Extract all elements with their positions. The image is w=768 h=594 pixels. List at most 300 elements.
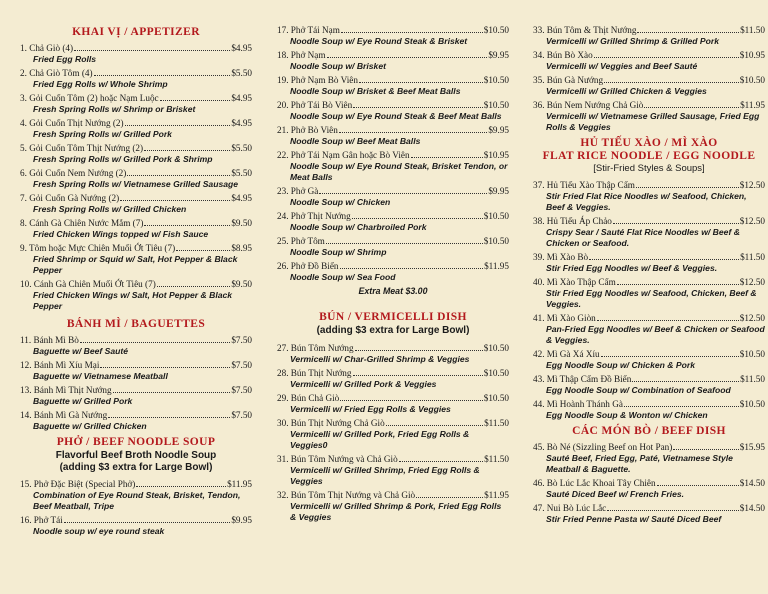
- menu-item-name: 10. Cánh Gà Chiên Muối Ớt Tiêu (7): [20, 279, 156, 289]
- dot-leader: [353, 375, 483, 376]
- column-left: [20, 22, 252, 539]
- menu-item-line: [20, 142, 252, 154]
- dot-leader: [644, 107, 739, 108]
- menu-item: [533, 24, 765, 47]
- menu-item-line: [533, 251, 765, 263]
- menu-item: [533, 312, 765, 346]
- menu-item-price: $4.95: [231, 93, 252, 103]
- menu-item-description: Vermicelli w/ Grilled Shrimp, Fried Egg Rolls & Veggies: [290, 465, 480, 486]
- dot-leader: [74, 50, 230, 51]
- menu-item-name: 4. Gỏi Cuốn Thịt Nướng (2): [20, 118, 124, 128]
- menu-item-name: 32. Bún Tôm Thịt Nướng và Chả Giò: [277, 490, 416, 500]
- menu-item-description: Fresh Spring Rolls w/ Grilled Pork: [33, 129, 172, 139]
- menu-item-description: Pan-Fried Egg Noodles w/ Beef & Chicken or Seafood & Veggies.: [546, 324, 765, 345]
- menu-item-name: 3. Gỏi Cuốn Tôm (2) hoặc Nạm Luộc: [20, 93, 159, 103]
- column-right: [533, 24, 765, 527]
- menu-item-price: $7.50: [231, 335, 252, 345]
- dot-leader: [120, 200, 230, 201]
- menu-item-price: $12.50: [739, 216, 765, 226]
- menu-item-name: 46. Bò Lúc Lắc Khoai Tây Chiên: [533, 478, 656, 488]
- dot-leader: [340, 268, 484, 269]
- menu-item-description: Egg Noodle Soup w/ Chicken & Pork: [546, 360, 695, 370]
- dot-leader: [411, 157, 483, 158]
- menu-item-name: 7. Gỏi Cuốn Gà Nướng (2): [20, 193, 120, 203]
- menu-item-line: [277, 74, 509, 86]
- menu-item-name: 40. Mì Xào Thập Cẩm: [533, 277, 616, 287]
- menu-item-description: Noodle soup w/ eye round steak: [33, 526, 165, 536]
- menu-item: [277, 149, 509, 183]
- menu-item-line: [20, 42, 252, 54]
- dot-leader: [144, 225, 230, 226]
- menu-item-price: $10.50: [483, 393, 509, 403]
- menu-item-description: Noodle Soup w/ Sea Food: [290, 272, 396, 282]
- menu-item-line: [20, 92, 252, 104]
- menu-item-description: Vermicelli w/ Grilled Pork & Veggies: [290, 379, 437, 389]
- menu-item: [20, 359, 252, 382]
- menu-item-price: $10.50: [483, 343, 509, 353]
- menu-item-description: Sauté Diced Beef w/ French Fries.: [546, 489, 685, 499]
- dot-leader: [341, 32, 483, 33]
- dot-leader: [594, 57, 739, 58]
- menu-item-description: Noodle Soup w/ Eye Round Steak & Beef Meat Balls: [290, 111, 502, 121]
- menu-item: [277, 124, 509, 147]
- dot-leader: [673, 449, 738, 450]
- menu-item-line: [277, 24, 509, 36]
- menu-item-price: $4.95: [231, 193, 252, 203]
- menu-item-description: Fresh Spring Rolls w/ Vietnamese Grilled Sausage: [33, 179, 239, 189]
- menu-item-line: [20, 67, 252, 79]
- dot-leader: [617, 284, 739, 285]
- menu-item-name: 9. Tôm hoặc Mực Chiên Muối Ớt Tiêu (7): [20, 243, 176, 253]
- menu-item-description: Vermicelli w/ Veggies and Beef Sauté: [546, 61, 698, 71]
- menu-item-description: Noodle Soup w/ Eye Round Steak, Brisket Tendon, or Meat Balls: [290, 161, 508, 182]
- menu-item-name: 43. Mì Thập Cẩm Đồ Biển: [533, 374, 632, 384]
- menu-item-description: Egg Noodle Soup w/ Combination of Seafood: [546, 385, 731, 395]
- menu-item: [533, 348, 765, 371]
- dot-leader: [657, 485, 739, 486]
- menu-item-description: Noodle Soup w/ Beef Meat Balls: [290, 136, 421, 146]
- menu-item: [277, 489, 509, 523]
- menu-item: [533, 373, 765, 396]
- section-heading-vermicelli: BÚN / VERMICELLI DISH: [319, 311, 467, 323]
- menu-item-name: 13. Bánh Mì Thịt Nướng: [20, 385, 112, 395]
- menu-item: [20, 192, 252, 215]
- menu-item-price: $10.50: [483, 75, 509, 85]
- menu-item: [533, 502, 765, 525]
- menu-item-description: Noodle Soup w/ Shrimp: [290, 247, 387, 257]
- dot-leader: [416, 497, 483, 498]
- menu-item: [277, 210, 509, 233]
- menu-item-description: Stir Fried Egg Noodles w/ Seafood, Chicken, Beef & Veggies.: [546, 288, 757, 309]
- menu-item: [277, 260, 509, 283]
- section-heading-appetizer: KHAI VỊ / APPETIZER: [72, 26, 200, 38]
- menu-item: [533, 441, 765, 475]
- menu-item-line: [277, 99, 509, 111]
- menu-item-price: $10.50: [483, 100, 509, 110]
- dot-leader: [144, 150, 230, 151]
- dot-leader: [160, 100, 231, 101]
- dot-leader: [127, 175, 230, 176]
- menu-item-price: $11.50: [484, 418, 509, 428]
- section-beef-dish: [533, 441, 765, 525]
- menu-item-price: $10.50: [483, 368, 509, 378]
- menu-item-price: $4.95: [231, 43, 252, 53]
- menu-item-name: 31. Bún Tôm Nướng và Chả Giò: [277, 454, 398, 464]
- menu-item-name: 45. Bò Né (Sizzling Beef on Hot Pan): [533, 442, 673, 452]
- menu-item-name: 18. Phở Nạm: [277, 50, 326, 60]
- menu-item-line: [277, 235, 509, 247]
- menu-item: [20, 67, 252, 90]
- menu-item-line: [20, 167, 252, 179]
- menu-item-price: $10.50: [483, 236, 509, 246]
- dot-leader: [319, 193, 487, 194]
- menu-item-description: Vermicelli w/ Grilled Pork, Fried Egg Rolls & Veggies0: [290, 429, 470, 450]
- menu-item-line: [533, 24, 765, 36]
- menu-item-description: Fried Egg Rolls w/ Whole Shrimp: [33, 79, 168, 89]
- menu-item-name: 28. Bún Thịt Nướng: [277, 368, 352, 378]
- menu-item-price: $11.50: [740, 25, 765, 35]
- dot-leader: [136, 486, 226, 487]
- menu-item-price: $14.50: [739, 478, 765, 488]
- dot-leader: [613, 223, 739, 224]
- menu-item-description: Baguette w/ Beef Sauté: [33, 346, 129, 356]
- menu-item-price: $7.50: [231, 385, 252, 395]
- section-heading-stir-fried-1: HỦ TIẾU XÀO / MÌ XÀO: [580, 137, 718, 149]
- menu-item-name: 33. Bún Tôm & Thịt Nướng: [533, 25, 637, 35]
- menu-item-description: Crispy Sear / Sauté Flat Rice Noodles w/ Beef & Chicken or Seafood.: [546, 227, 740, 248]
- column-middle: [277, 24, 509, 525]
- menu-item: [277, 453, 509, 487]
- menu-item-price: $11.50: [484, 454, 509, 464]
- section-subheading-vermicelli: (adding $3 extra for Large Bowl): [316, 325, 470, 336]
- section-subheading-pho-1: Flavorful Beef Broth Noodle Soup: [55, 450, 217, 461]
- menu-item-line: [533, 49, 765, 61]
- menu-item-description: Baguette w/ Vietnamese Meatball: [33, 371, 168, 381]
- menu-item-line: [533, 74, 765, 86]
- section-vermicelli-continued: [533, 24, 765, 133]
- menu-item: [20, 478, 252, 512]
- menu-item-price: $12.50: [739, 313, 765, 323]
- section-pho-continued: [277, 24, 509, 283]
- menu-item-description: Vermicelli w/ Vietnamese Grilled Sausage, Fried Egg Rolls & Veggies: [546, 111, 760, 132]
- menu-item-price: $9.50: [231, 218, 252, 228]
- menu-item-name: 37. Hủ Tiếu Xào Thập Cẩm: [533, 180, 635, 190]
- menu-item: [20, 167, 252, 190]
- menu-item-line: [533, 441, 765, 453]
- menu-item: [20, 409, 252, 432]
- menu-item-description: Vermicelli w/ Fried Egg Rolls & Veggies: [290, 404, 451, 414]
- menu-item-name: 21. Phở Bò Viên: [277, 125, 338, 135]
- menu-item-price: $10.50: [739, 75, 765, 85]
- menu-item-name: 1. Chả Giò (4): [20, 43, 74, 53]
- section-subheading-stir-fried: [Stir-Fried Styles & Soups]: [593, 163, 705, 174]
- dot-leader: [597, 320, 739, 321]
- menu-item: [20, 92, 252, 115]
- menu-item-description: Noodle Soup w/ Brisket: [290, 61, 386, 71]
- menu-item-description: Vermicelli w/ Char-Grilled Shrimp & Veggies: [290, 354, 470, 364]
- menu-item: [533, 179, 765, 213]
- menu-item-name: 34. Bún Bò Xào: [533, 50, 593, 60]
- menu-item-name: 5. Gỏi Cuốn Tôm Thịt Nướng (2): [20, 143, 144, 153]
- menu-item-name: 25. Phở Tôm: [277, 236, 325, 246]
- menu-item: [20, 42, 252, 65]
- menu-item: [20, 142, 252, 165]
- menu-item-line: [20, 192, 252, 204]
- menu-item-price: $5.50: [231, 68, 252, 78]
- menu-item-line: [20, 384, 252, 396]
- menu-item-line: [277, 453, 509, 465]
- dot-leader: [607, 510, 739, 511]
- menu-item-name: 38. Hủ Tiếu Áp Chảo: [533, 216, 612, 226]
- dot-leader: [637, 32, 739, 33]
- dot-leader: [359, 82, 483, 83]
- menu-item-price: $10.95: [739, 50, 765, 60]
- menu-item: [20, 278, 252, 312]
- dot-leader: [589, 259, 739, 260]
- menu-item-name: 12. Bánh Mì Xíu Mại: [20, 360, 100, 370]
- menu-item-name: 14. Bánh Mì Gà Nướng: [20, 410, 108, 420]
- dot-leader: [64, 522, 231, 523]
- menu-item-line: [20, 478, 252, 490]
- menu-item-line: [533, 477, 765, 489]
- menu-item-line: [533, 276, 765, 288]
- menu-item-description: Fresh Spring Rolls w/ Shrimp or Brisket: [33, 104, 196, 114]
- menu-item-name: 24. Phở Thịt Nướng: [277, 211, 351, 221]
- menu-item: [277, 99, 509, 122]
- menu-item-line: [533, 179, 765, 191]
- dot-leader: [355, 350, 483, 351]
- menu-item-line: [277, 417, 509, 429]
- dot-leader: [113, 392, 231, 393]
- menu-item-line: [20, 242, 252, 254]
- menu-item-price: $5.50: [231, 168, 252, 178]
- menu-item-name: 2. Chả Giò Tôm (4): [20, 68, 93, 78]
- menu-item-price: $11.95: [484, 490, 509, 500]
- menu-item-price: $9.95: [231, 515, 252, 525]
- menu-item: [20, 334, 252, 357]
- menu-item-name: 22. Phở Tái Nạm Gân hoặc Bò Viên: [277, 150, 410, 160]
- menu-item: [533, 99, 765, 133]
- menu-item-price: $10.50: [739, 349, 765, 359]
- menu-item-name: 36. Bún Nem Nướng Chả Giò: [533, 100, 644, 110]
- menu-item-description: Fried Egg Rolls: [33, 54, 97, 64]
- menu-item-description: Noodle Soup w/ Chicken: [290, 197, 391, 207]
- dot-leader: [100, 367, 230, 368]
- menu-item-description: Stir Fried Egg Noodles w/ Beef & Veggies.: [546, 263, 718, 273]
- menu-item-description: Vermicelli w/ Grilled Chicken & Veggies: [546, 86, 707, 96]
- menu-item-price: $11.95: [740, 100, 765, 110]
- menu-item-line: [533, 398, 765, 410]
- menu-item-description: Noodle Soup w/ Eye Round Steak & Brisket: [290, 36, 468, 46]
- menu-item-description: Fresh Spring Rolls w/ Grilled Chicken: [33, 204, 187, 214]
- menu-item-line: [20, 359, 252, 371]
- menu-item-line: [20, 217, 252, 229]
- menu-item-price: $5.50: [231, 143, 252, 153]
- menu-item-price: $11.50: [740, 252, 765, 262]
- menu-item-name: 35. Bún Gà Nướng: [533, 75, 604, 85]
- menu-item: [20, 217, 252, 240]
- menu-item-name: 11. Bánh Mì Bò: [20, 335, 79, 345]
- menu-item-price: $9.95: [488, 125, 509, 135]
- menu-item-line: [533, 215, 765, 227]
- menu-item-name: 6. Gỏi Cuốn Nem Nướng (2): [20, 168, 127, 178]
- menu-item-name: 26. Phở Đồ Biển: [277, 261, 339, 271]
- menu-item: [277, 185, 509, 208]
- dot-leader: [157, 286, 231, 287]
- menu-item: [20, 514, 252, 537]
- menu-item-line: [20, 278, 252, 290]
- menu-item-line: [20, 409, 252, 421]
- menu-item-description: Stir Fried Penne Pasta w/ Sauté Diced Beef: [546, 514, 722, 524]
- menu-item-price: $10.95: [483, 150, 509, 160]
- section-heading-pho: PHỞ / BEEF NOODLE SOUP: [56, 436, 216, 448]
- menu-item: [277, 74, 509, 97]
- menu-item: [533, 74, 765, 97]
- menu-item-description: Baguette w/ Grilled Pork: [33, 396, 133, 406]
- dot-leader: [353, 107, 483, 108]
- dot-leader: [636, 187, 739, 188]
- menu-item-line: [277, 489, 509, 501]
- menu-item: [277, 235, 509, 258]
- menu-item-name: 8. Cánh Gà Chiên Nước Mắm (7): [20, 218, 144, 228]
- menu-item-price: $14.50: [739, 503, 765, 513]
- menu-item-name: 17. Phở Tái Nạm: [277, 25, 340, 35]
- extra-meat-note: Extra Meat $3.00: [358, 286, 428, 296]
- menu-item-description: Fried Chicken Wings topped w/ Fish Sauce: [33, 229, 209, 239]
- menu-item-description: Fried Shrimp or Squid w/ Salt, Hot Pepper & Black Pepper: [33, 254, 238, 275]
- menu-item: [533, 49, 765, 72]
- section-heading-baguettes: BÁNH MÌ / BAGUETTES: [66, 318, 206, 330]
- menu-item-description: Vermicelli w/ Grilled Shrimp & Grilled Pork: [546, 36, 720, 46]
- menu-item-price: $11.50: [740, 374, 765, 384]
- menu-item: [277, 392, 509, 415]
- menu-item-line: [277, 124, 509, 136]
- menu-item-name: 30. Bún Thịt Nướng Chả Giò: [277, 418, 385, 428]
- menu-item-price: $12.50: [739, 277, 765, 287]
- menu-item-price: $11.95: [484, 261, 509, 271]
- menu-item: [20, 242, 252, 276]
- menu-item-line: [277, 260, 509, 272]
- dot-leader: [624, 406, 739, 407]
- menu-item-price: $9.95: [488, 186, 509, 196]
- dot-leader: [80, 342, 230, 343]
- section-subheading-pho-2: (adding $3 extra for Large Bowl): [59, 462, 213, 473]
- menu-item-price: $7.50: [231, 410, 252, 420]
- dot-leader: [604, 82, 739, 83]
- dot-leader: [94, 75, 231, 76]
- dot-leader: [327, 57, 488, 58]
- menu-item: [20, 117, 252, 140]
- menu-item-name: 20. Phở Tái Bò Viên: [277, 100, 353, 110]
- menu-item-line: [533, 99, 765, 111]
- menu-item-description: Baguette w/ Grilled Chicken: [33, 421, 147, 431]
- menu-item-line: [20, 334, 252, 346]
- menu-item: [533, 251, 765, 274]
- section-appetizer: [20, 42, 252, 312]
- menu-item-description: Vermicelli w/ Grilled Shrimp & Pork, Fried Egg Rolls & Veggies: [290, 501, 502, 522]
- menu-item-line: [533, 348, 765, 360]
- menu-item-name: 23. Phở Gà: [277, 186, 319, 196]
- menu-item-description: Egg Noodle Soup & Wonton w/ Chicken: [546, 410, 708, 420]
- menu-item-name: 27. Bún Tôm Nướng: [277, 343, 354, 353]
- dot-leader: [601, 356, 739, 357]
- dot-leader: [340, 400, 482, 401]
- menu-item: [277, 367, 509, 390]
- menu-item-line: [277, 149, 509, 161]
- menu-item-description: Noodle Soup w/ Charbroiled Pork: [290, 222, 427, 232]
- dot-leader: [326, 243, 483, 244]
- menu-item-name: 19. Phở Nạm Bò Viên: [277, 75, 358, 85]
- section-pho: [20, 478, 252, 537]
- menu-item-name: 16. Phở Tái: [20, 515, 63, 525]
- menu-item-line: [277, 210, 509, 222]
- menu-item: [277, 417, 509, 451]
- dot-leader: [108, 417, 230, 418]
- menu-item-name: 15. Phở Đặc Biệt (Special Phở): [20, 479, 136, 489]
- menu-item-price: $4.95: [231, 118, 252, 128]
- section-baguettes: [20, 334, 252, 432]
- menu-item-name: 42. Mì Gà Xá Xíu: [533, 349, 600, 359]
- menu-item: [277, 342, 509, 365]
- menu-item-name: 39. Mì Xào Bò: [533, 252, 589, 262]
- menu-item-price: $9.50: [231, 279, 252, 289]
- menu-item-line: [533, 373, 765, 385]
- menu-item-line: [277, 367, 509, 379]
- section-vermicelli: [277, 342, 509, 523]
- menu-item-price: $8.95: [231, 243, 252, 253]
- section-heading-beef-dish: CÁC MÓN BÒ / BEEF DISH: [572, 425, 726, 437]
- menu-item-line: [20, 117, 252, 129]
- menu-item: [277, 49, 509, 72]
- menu-item-price: $9.95: [488, 50, 509, 60]
- menu-item-price: $12.50: [739, 180, 765, 190]
- menu-item-name: 47. Nui Bò Lúc Lắc: [533, 503, 607, 513]
- menu-item-description: Stir Fried Flat Rice Noodles w/ Seafood, Chicken, Beef & Veggies.: [546, 191, 747, 212]
- menu-item-line: [277, 185, 509, 197]
- menu-item-price: $10.50: [739, 399, 765, 409]
- dot-leader: [399, 461, 483, 462]
- menu-item: [20, 384, 252, 407]
- menu-item-description: Fresh Spring Rolls w/ Grilled Pork & Shrimp: [33, 154, 213, 164]
- section-heading-stir-fried-2: FLAT RICE NOODLE / EGG NOODLE: [542, 150, 756, 162]
- menu-item-description: Combination of Eye Round Steak, Brisket, Tendon, Beef Meatball, Tripe: [33, 490, 241, 511]
- menu-item-line: [277, 342, 509, 354]
- menu-item-price: $10.50: [483, 25, 509, 35]
- dot-leader: [339, 132, 488, 133]
- section-stir-fried: [533, 179, 765, 421]
- menu-item-line: [533, 502, 765, 514]
- menu-item-price: $11.95: [227, 479, 252, 489]
- dot-leader: [632, 381, 739, 382]
- menu-item-price: $10.50: [483, 211, 509, 221]
- menu-item-line: [533, 312, 765, 324]
- menu-item: [533, 477, 765, 500]
- menu-item-line: [20, 514, 252, 526]
- menu-item-name: 44. Mì Hoành Thánh Gà: [533, 399, 623, 409]
- menu-item-description: Noodle Soup w/ Brisket & Beef Meat Balls: [290, 86, 461, 96]
- dot-leader: [176, 250, 230, 251]
- dot-leader: [352, 218, 483, 219]
- menu-item-line: [277, 49, 509, 61]
- menu-item-price: $7.50: [231, 360, 252, 370]
- menu-item-name: 41. Mì Xào Giòn: [533, 313, 596, 323]
- menu-item: [533, 276, 765, 310]
- menu-item: [533, 398, 765, 421]
- menu-item-name: 29. Bún Chả Giò: [277, 393, 340, 403]
- menu-item-description: Sauté Beef, Fried Egg, Paté, Vietnamese Style Meatball & Baguette.: [546, 453, 733, 474]
- menu-item: [277, 24, 509, 47]
- dot-leader: [125, 125, 231, 126]
